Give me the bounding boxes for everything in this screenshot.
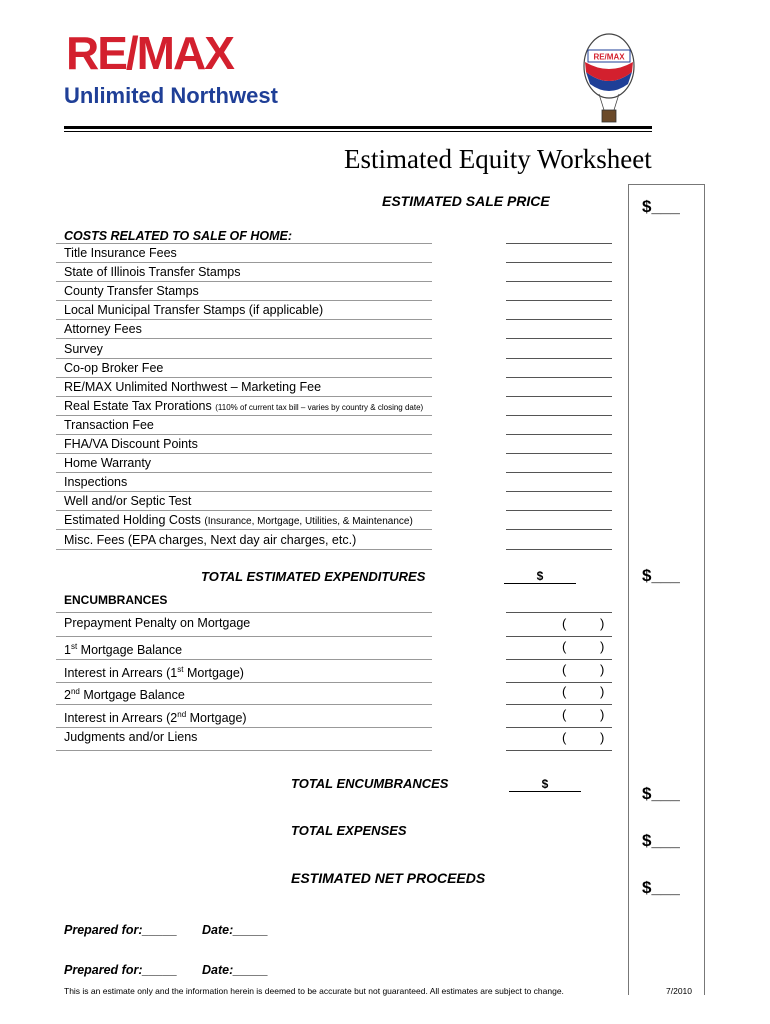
cost-item xyxy=(64,342,103,357)
cost-item-label: Estimated Holding Costs xyxy=(64,513,201,527)
cost-item xyxy=(64,246,177,261)
amount-line[interactable] xyxy=(506,472,612,473)
amount-line[interactable] xyxy=(506,727,612,728)
remax-logo: RE/MAX xyxy=(66,27,233,79)
cost-item-label: Local Municipal Transfer Stamps (if applicable) xyxy=(64,303,324,317)
row-rule xyxy=(56,549,432,550)
encumbrance-label-suffix: Mortgage) xyxy=(183,666,244,681)
total-expenditures-label: TOTAL ESTIMATED EXPENDITURES xyxy=(201,569,426,584)
cost-item xyxy=(64,437,198,452)
row-rule xyxy=(56,434,432,435)
cost-item-label: County Transfer Stamps xyxy=(64,284,199,298)
amount-line xyxy=(506,243,612,244)
row-rule xyxy=(56,472,432,473)
amount-line[interactable] xyxy=(506,510,612,511)
encumbrance-label-suffix: Mortgage) xyxy=(186,711,247,726)
totals-column xyxy=(628,184,705,995)
header-rule-thin xyxy=(64,131,652,132)
row-rule xyxy=(56,704,432,705)
encumbrance-ordinal: nd xyxy=(70,687,80,696)
cost-item xyxy=(64,494,191,509)
cost-item xyxy=(64,322,142,337)
cost-item xyxy=(64,533,356,548)
page-title: Estimated Equity Worksheet xyxy=(344,144,652,174)
svg-text:RE/MAX: RE/MAX xyxy=(593,52,625,62)
disclaimer: This is an estimate only and the information herein is deemed to be accurate but not guaranteed. All estimates are subject to change. xyxy=(64,986,564,996)
encumbrance-label: Interest in Arrears (1 xyxy=(64,666,178,681)
date-2[interactable]: Date:_____ xyxy=(202,963,269,977)
cost-item-label: Inspections xyxy=(64,475,128,489)
row-rule xyxy=(56,750,432,751)
paren-close: ) xyxy=(600,707,605,722)
cost-item-label: Co-op Broker Fee xyxy=(64,361,164,375)
amount-line[interactable] xyxy=(506,453,612,454)
encumbrance-label: Interest in Arrears (2 xyxy=(64,711,178,726)
cost-item-label: Survey xyxy=(64,342,103,356)
cost-item-label: FHA/VA Discount Points xyxy=(64,437,198,451)
amount-line[interactable] xyxy=(506,529,612,530)
paren-close: ) xyxy=(600,662,605,677)
office-name: Unlimited Northwest xyxy=(64,83,278,108)
amount-line[interactable] xyxy=(506,300,612,301)
paren-close: ) xyxy=(600,616,605,631)
total-expenditures-amount[interactable]: $___ xyxy=(642,566,680,585)
paren-close: ) xyxy=(600,684,605,699)
prepared-for-1[interactable]: Prepared for:_____ xyxy=(64,923,178,937)
header-rule xyxy=(64,126,652,129)
cost-item xyxy=(64,513,413,529)
cost-item xyxy=(64,399,423,415)
amount-line[interactable] xyxy=(506,682,612,683)
balloon-icon xyxy=(582,32,636,124)
amount-line[interactable] xyxy=(506,750,612,751)
cost-item xyxy=(64,380,321,395)
cost-item-label: Attorney Fees xyxy=(64,322,142,336)
row-rule xyxy=(56,319,432,320)
cost-item xyxy=(64,303,323,318)
encumbrance-item xyxy=(64,662,244,681)
total-expenses-amount[interactable]: $___ xyxy=(642,831,680,850)
total-expenditures-subtotal[interactable]: $ xyxy=(504,569,576,584)
cost-item xyxy=(64,284,199,299)
total-encumbrances-label: TOTAL ENCUMBRANCES xyxy=(291,776,449,791)
encumbrance-ordinal: nd xyxy=(177,710,187,719)
row-rule xyxy=(56,612,432,613)
paren-open: ( xyxy=(562,639,567,654)
amount-line[interactable] xyxy=(506,358,612,359)
cost-item-label: RE/MAX Unlimited Northwest – Marketing Fee xyxy=(64,380,322,394)
amount-line[interactable] xyxy=(506,338,612,339)
row-rule xyxy=(56,727,432,728)
amount-line[interactable] xyxy=(506,396,612,397)
amount-line[interactable] xyxy=(506,377,612,378)
amount-line[interactable] xyxy=(506,659,612,660)
amount-line[interactable] xyxy=(506,549,612,550)
row-rule xyxy=(56,358,432,359)
total-encumbrances-subtotal[interactable]: $ xyxy=(509,777,581,792)
cost-item-label: Real Estate Tax Prorations xyxy=(64,399,212,413)
net-proceeds-amount[interactable]: $___ xyxy=(642,878,680,897)
encumbrance-item xyxy=(64,616,250,631)
cost-item-note: (Insurance, Mortgage, Utilities, & Maintenance) xyxy=(204,516,413,527)
encumbrance-label: Judgments and/or Liens xyxy=(64,730,198,744)
amount-line[interactable] xyxy=(506,415,612,416)
form-date: 7/2010 xyxy=(666,986,692,996)
amount-line[interactable] xyxy=(506,262,612,263)
row-rule xyxy=(56,453,432,454)
cost-item-label: Title Insurance Fees xyxy=(64,246,177,260)
amount-line[interactable] xyxy=(506,434,612,435)
paren-close: ) xyxy=(600,730,605,745)
row-rule xyxy=(56,262,432,263)
amount-line[interactable] xyxy=(506,319,612,320)
paren-open: ( xyxy=(562,730,567,745)
sale-price-label: ESTIMATED SALE PRICE xyxy=(382,193,550,209)
encumbrance-item xyxy=(64,707,247,726)
cost-item-note: (110% of current tax bill – varies by country & closing date) xyxy=(215,403,424,412)
cost-item xyxy=(64,418,154,433)
row-rule xyxy=(56,491,432,492)
encumbrance-item xyxy=(64,684,185,703)
costs-header: COSTS RELATED TO SALE OF HOME: xyxy=(64,229,293,243)
cost-item-label: Transaction Fee xyxy=(64,418,154,432)
date-1[interactable]: Date:_____ xyxy=(202,923,269,937)
cost-item xyxy=(64,456,151,471)
paren-open: ( xyxy=(562,662,567,677)
amount-line[interactable] xyxy=(506,636,612,637)
cost-item-label: Home Warranty xyxy=(64,456,152,470)
row-rule xyxy=(56,338,432,339)
amount-line xyxy=(506,612,612,613)
row-rule xyxy=(56,636,432,637)
encumbrance-ordinal: st xyxy=(70,642,78,651)
row-rule xyxy=(56,377,432,378)
amount-line[interactable] xyxy=(506,704,612,705)
encumbrance-item xyxy=(64,730,197,745)
row-rule xyxy=(56,396,432,397)
amount-line[interactable] xyxy=(506,281,612,282)
amount-line[interactable] xyxy=(506,491,612,492)
row-rule xyxy=(56,682,432,683)
row-rule xyxy=(56,659,432,660)
paren-open: ( xyxy=(562,616,567,631)
row-rule xyxy=(56,300,432,301)
row-rule xyxy=(56,529,432,530)
row-rule xyxy=(56,281,432,282)
encumbrance-item xyxy=(64,639,182,658)
cost-item xyxy=(64,361,163,376)
row-rule xyxy=(56,415,432,416)
encumbrance-ordinal: st xyxy=(177,665,184,674)
sale-price-amount[interactable]: $___ xyxy=(642,197,680,216)
encumbrance-label-suffix: Mortgage Balance xyxy=(77,643,183,658)
row-rule xyxy=(56,510,432,511)
paren-open: ( xyxy=(562,707,567,722)
cost-item-label: State of Illinois Transfer Stamps xyxy=(64,265,241,279)
encumbrance-label: 1 xyxy=(64,643,71,658)
cost-item xyxy=(64,265,240,280)
encumbrance-label: 2 xyxy=(64,688,71,703)
paren-close: ) xyxy=(600,639,605,654)
encumbrance-label-suffix: Mortgage Balance xyxy=(79,688,185,703)
prepared-for-2[interactable]: Prepared for:_____ xyxy=(64,963,178,977)
row-rule xyxy=(56,243,432,244)
encumbrance-label: Prepayment Penalty on Mortgage xyxy=(64,616,251,630)
paren-open: ( xyxy=(562,684,567,699)
total-expenses-label: TOTAL EXPENSES xyxy=(291,823,407,838)
total-encumbrances-amount[interactable]: $___ xyxy=(642,784,680,803)
cost-item-label: Well and/or Septic Test xyxy=(64,494,192,508)
cost-item xyxy=(64,475,127,490)
net-proceeds-label: ESTIMATED NET PROCEEDS xyxy=(291,870,486,886)
cost-item-label: Misc. Fees (EPA charges, Next day air charges, etc.) xyxy=(64,533,357,547)
encumbrances-header: ENCUMBRANCES xyxy=(64,593,168,607)
